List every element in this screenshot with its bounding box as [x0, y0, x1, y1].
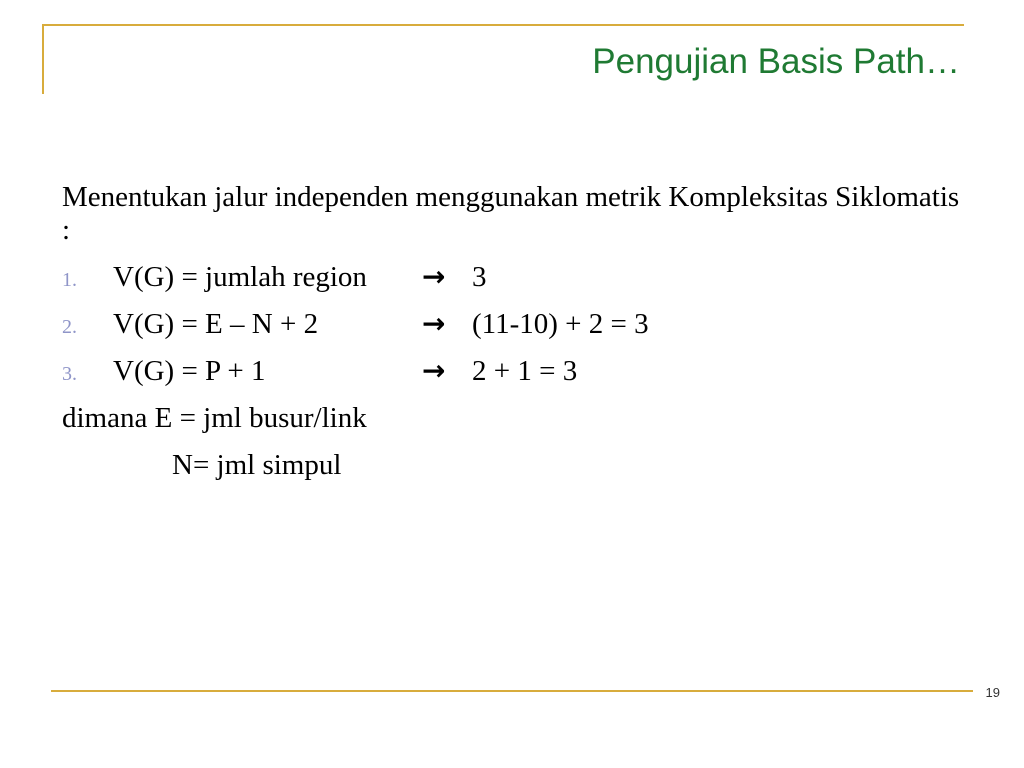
where-line-2: N= jml simpul [172, 449, 342, 481]
formula-text: V(G) = jumlah region [113, 261, 367, 293]
formula-text: V(G) = E – N + 2 [113, 308, 319, 340]
page-number: 19 [985, 685, 1000, 700]
slide-content [62, 181, 972, 496]
slide-title: Pengujian Basis Path… [592, 42, 960, 81]
left-border-line [42, 24, 44, 94]
result-text: 3 [472, 261, 487, 293]
list-item-3 [62, 355, 972, 388]
right-arrow-icon: → [422, 260, 446, 293]
top-border-line [42, 24, 964, 26]
formula-text: V(G) = P + 1 [113, 355, 266, 387]
list-item-1 [62, 261, 972, 294]
intro-text: Menentukan jalur independen menggunakan metrik Kompleksitas Siklomatis : [62, 181, 960, 246]
footer-rule [51, 690, 973, 692]
result-text: (11-10) + 2 = 3 [472, 308, 649, 340]
list-number: 2. [62, 316, 77, 338]
list-item-2 [62, 308, 972, 341]
list-number: 3. [62, 363, 77, 385]
where-line: dimana E = jml busur/link [62, 402, 367, 434]
result-text: 2 + 1 = 3 [472, 355, 578, 387]
right-arrow-icon: → [422, 354, 446, 387]
right-arrow-icon: → [422, 307, 446, 340]
list-number: 1. [62, 269, 77, 291]
